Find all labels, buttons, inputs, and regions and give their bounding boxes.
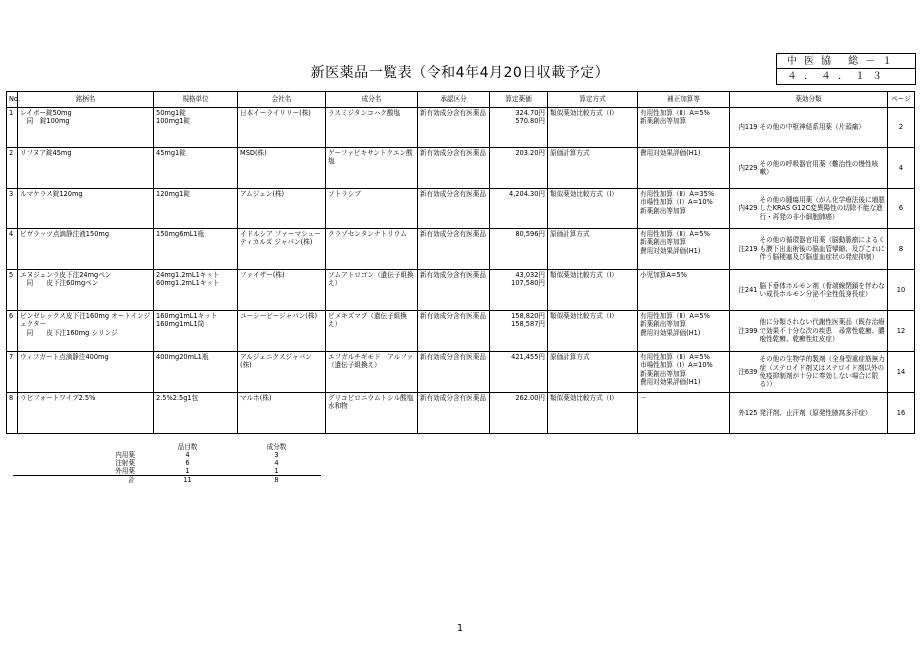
- efficacy-category: 発汗剤、止汗剤（原発性腋窩多汗症）: [758, 393, 888, 434]
- adjustment: [638, 189, 730, 229]
- row-no: 1: [7, 108, 18, 148]
- summary-label: 内用薬: [115, 451, 135, 459]
- summary-table: [13, 443, 321, 484]
- calculation-method: 原価計算方式: [548, 352, 638, 393]
- committee-reference-line2: ４．４．１３: [787, 71, 889, 82]
- row-no: 6: [7, 311, 18, 352]
- company-name: ユーシービージャパン(株): [238, 311, 326, 352]
- efficacy-category: その他の中枢神経系用薬（片頭痛）: [758, 108, 888, 148]
- adjustment: [638, 108, 730, 148]
- calculation-method: 類似薬効比較方式（Ⅰ）: [548, 311, 638, 352]
- brand-name-line: ラピフォートワイプ2.5%: [20, 394, 96, 402]
- adjustment-line: 有用性加算（Ⅱ）A=5%: [640, 230, 710, 238]
- efficacy-category: 脳下垂体ホルモン剤（骨端線閉鎖を伴わない成長ホルモン分泌不全性低身長症）: [758, 270, 888, 311]
- company-name: イドルシア ファーマシューティカルズ ジャパン(株): [238, 229, 326, 270]
- spec-unit-line: 120mg1錠: [156, 190, 190, 198]
- table-row: [7, 270, 915, 311]
- committee-reference-line1: 中医協 総－１: [777, 54, 915, 69]
- adjustment-line: 費用対効果評価(H1): [640, 328, 701, 337]
- header-ingredient: 成分名: [326, 92, 418, 108]
- calculated-price: [490, 148, 548, 189]
- adjustment: [638, 229, 730, 270]
- adjustment-line: 費用対効果評価(H1): [640, 378, 701, 387]
- reference-page: 12: [888, 311, 915, 352]
- efficacy-category: その他の腫瘍用薬（がん化学療法後に増悪したKRAS G12C変異陽性の切除不能な進行・再発の非小細胞肺癌）: [758, 189, 888, 229]
- summary-header-row: [13, 443, 321, 451]
- spec-unit-line: 100mg1錠: [156, 117, 190, 126]
- adjustment-line: 有用性加算（Ⅱ）A=35%: [640, 190, 715, 198]
- spec-unit-line: 160mg1mL1キット: [156, 312, 218, 320]
- approval-category: 新有効成分含有医薬品: [418, 148, 490, 189]
- calculated-price: [490, 229, 548, 270]
- company-name: MSD(株): [238, 148, 326, 189]
- summary-total-row: [13, 476, 321, 485]
- approval-category: 新有効成分含有医薬品: [418, 270, 490, 311]
- table-row: [7, 108, 915, 148]
- ingredient-name: ソムアトロゴン（遺伝子組換え）: [326, 270, 418, 311]
- committee-reference-box: [776, 53, 916, 85]
- approval-category: 新有効成分含有医薬品: [418, 229, 490, 270]
- adjustment-line: 新薬創出等加算: [640, 117, 687, 126]
- adjustment-line: 市場性加算（Ⅰ）A=10%: [640, 198, 713, 207]
- spec-unit: [154, 352, 238, 393]
- calculated-price-line: 421,455円: [511, 353, 545, 361]
- calculated-price-line: 262.00円: [515, 394, 545, 402]
- summary-label: 外用薬: [115, 467, 135, 475]
- summary-label: 計: [13, 476, 143, 485]
- spec-unit: [154, 189, 238, 229]
- row-no: 7: [7, 352, 18, 393]
- calculated-price-line: 43,032円: [515, 271, 545, 279]
- adjustment-line: 新薬創出等加算: [640, 369, 687, 378]
- ingredient-name: ゲーファピキサントクエン酸塩: [326, 148, 418, 189]
- summary-items: 4: [185, 451, 190, 459]
- brand-name: [18, 229, 154, 270]
- spec-unit-line: 160mg1mL1筒: [156, 320, 205, 329]
- summary-ingredients: 8: [232, 476, 321, 485]
- brand-name: [18, 393, 154, 434]
- brand-name-line: エヌジェンラ皮下注24mgペン: [20, 271, 112, 279]
- adjustment-line: 費用対効果評価(H1): [640, 149, 701, 157]
- adjustment-line: 小児加算A=5%: [640, 271, 687, 279]
- header-no: No.: [7, 92, 18, 108]
- spec-unit-line: 150mg6mL1瓶: [156, 230, 205, 238]
- adjustment-line: 有用性加算（Ⅱ）A=5%: [640, 312, 710, 320]
- approval-category: 新有効成分含有医薬品: [418, 393, 490, 434]
- reference-page: 6: [888, 189, 915, 229]
- spec-unit: [154, 148, 238, 189]
- page-number: 1: [456, 623, 464, 634]
- row-no: 3: [7, 189, 18, 229]
- adjustment-line: 新薬創出等加算: [640, 238, 687, 247]
- ingredient-name: ビメキズマブ（遺伝子組換え）: [326, 311, 418, 352]
- summary-row: [13, 459, 321, 467]
- spec-unit-line: 45mg1錠: [156, 149, 186, 157]
- summary-ingredients: 4: [274, 459, 279, 467]
- page-title: 新医薬品一覧表（令和4年4月20日収載予定）: [310, 65, 610, 81]
- summary-row: [13, 467, 321, 476]
- calculated-price-line: 324.70円: [515, 109, 545, 117]
- table-row: [7, 229, 915, 270]
- brand-name-line: 同 皮下注60mgペン: [20, 279, 99, 288]
- summary-items: 11: [143, 476, 232, 485]
- approval-category: 新有効成分含有医薬品: [418, 352, 490, 393]
- header-method: 算定方式: [548, 92, 638, 108]
- reference-page: 4: [888, 148, 915, 189]
- company-name: 日本イーライリリー(株): [238, 108, 326, 148]
- summary-row: [13, 451, 321, 459]
- header-company: 会社名: [238, 92, 326, 108]
- calculation-method: 類似薬効比較方式（Ⅰ）: [548, 270, 638, 311]
- table-row: [7, 189, 915, 229]
- spec-unit-line: 60mg1.2mL1キット: [156, 279, 220, 288]
- adjustment-line: 市場性加算（Ⅰ）A=10%: [640, 361, 713, 370]
- table-header-row: [7, 92, 915, 108]
- efficacy-code: 内429: [730, 189, 758, 229]
- calculation-method: 類似薬効比較方式（Ⅰ）: [548, 393, 638, 434]
- adjustment: [638, 148, 730, 189]
- brand-name: [18, 352, 154, 393]
- header-brand: 銘柄名: [18, 92, 154, 108]
- calculation-method: 原価計算方式: [548, 148, 638, 189]
- spec-unit-line: 2.5%2.5g1包: [156, 394, 199, 402]
- brand-name-line: ビンゼレックス皮下注160mg オートインジェクター: [20, 312, 151, 329]
- calculated-price-line: 203.20円: [515, 149, 545, 157]
- brand-name-line: ウィフガート点滴静注400mg: [20, 353, 109, 361]
- spec-unit-line: 400mg20mL1瓶: [156, 353, 209, 361]
- efficacy-code: 注399: [730, 311, 758, 352]
- approval-category: 新有効成分含有医薬品: [418, 311, 490, 352]
- calculation-method: 類似薬効比較方式（Ⅰ）: [548, 189, 638, 229]
- brand-name: [18, 311, 154, 352]
- summary-items: 6: [185, 459, 190, 467]
- summary-ingredients: 1: [274, 467, 279, 475]
- spec-unit: [154, 311, 238, 352]
- spec-unit: [154, 229, 238, 270]
- brand-name: [18, 189, 154, 229]
- spec-unit: [154, 108, 238, 148]
- adjustment: [638, 270, 730, 311]
- calculated-price-line: 80,596円: [515, 230, 545, 238]
- reference-page: 14: [888, 352, 915, 393]
- adjustment: [638, 393, 730, 434]
- calculated-price: [490, 393, 548, 434]
- brand-name-line: ルマケラス錠120mg: [20, 190, 83, 198]
- reference-page: 8: [888, 229, 915, 270]
- calculated-price-line: 158,587円: [511, 320, 545, 329]
- header-spec: 規格単位: [154, 92, 238, 108]
- row-no: 2: [7, 148, 18, 189]
- efficacy-category: その他の呼吸器官用薬（難治性の慢性咳嗽）: [758, 148, 888, 189]
- adjustment: [638, 311, 730, 352]
- ingredient-name: クラゾセンタンナトリウム: [326, 229, 418, 270]
- calculated-price: [490, 189, 548, 229]
- calculated-price-line: 570.80円: [515, 117, 545, 126]
- summary-label: 注射薬: [115, 459, 135, 467]
- ingredient-name: グリコピロニウムトシル酸塩水和物: [326, 393, 418, 434]
- spec-unit-line: 24mg1.2mL1キット: [156, 271, 220, 279]
- efficacy-code: 注241: [730, 270, 758, 311]
- header-page: ページ: [888, 92, 915, 108]
- adjustment-line: 有用性加算（Ⅱ）A=5%: [640, 353, 710, 361]
- adjustment-line: 有用性加算（Ⅱ）A=5%: [640, 109, 710, 117]
- header-approval: 承認区分: [418, 92, 490, 108]
- ingredient-name: エフガルチギモド アルファ（遺伝子組換え）: [326, 352, 418, 393]
- approval-category: 新有効成分含有医薬品: [418, 189, 490, 229]
- summary-header-items: 品目数: [177, 443, 198, 451]
- spec-unit-line: 50mg1錠: [156, 109, 186, 117]
- company-name: マルホ(株): [238, 393, 326, 434]
- calculated-price-line: 4,204.30円: [509, 190, 545, 198]
- company-name: ファイザー(株): [238, 270, 326, 311]
- header-price: 算定薬価: [490, 92, 548, 108]
- brand-name: [18, 148, 154, 189]
- table-row: [7, 352, 915, 393]
- efficacy-code: 注639: [730, 352, 758, 393]
- company-name: アルジェニクスジャパン(株): [238, 352, 326, 393]
- brand-name: [18, 270, 154, 311]
- efficacy-code: 注219: [730, 229, 758, 270]
- brand-name-line: 同 錠100mg: [20, 117, 70, 126]
- calculated-price: [490, 352, 548, 393]
- efficacy-category: 他に分類されない代謝性医薬品（既存治療で効果不十分な次の疾患 尋常性乾癬、膿疱性乾癬、乾癬性紅皮症）: [758, 311, 888, 352]
- reference-page: 16: [888, 393, 915, 434]
- brand-name: [18, 108, 154, 148]
- adjustment-line: 新薬創出等加算: [640, 320, 687, 329]
- reference-page: 10: [888, 270, 915, 311]
- calculated-price: [490, 108, 548, 148]
- ingredient-name: ソトラシブ: [326, 189, 418, 229]
- spec-unit: [154, 270, 238, 311]
- approval-category: 新有効成分含有医薬品: [418, 108, 490, 148]
- header-category: 薬効分類: [730, 92, 888, 108]
- efficacy-code: 内119: [730, 108, 758, 148]
- company-name: アムジェン(株): [238, 189, 326, 229]
- calculated-price-line: 158,820円: [511, 312, 545, 320]
- efficacy-category: その他の生物学的製剤（全身型重症筋無力症（ステロイド剤又はステロイド剤以外の免疫抑制剤が十分に奏効しない場合に限る））: [758, 352, 888, 393]
- brand-name-line: レイボー錠50mg: [20, 109, 72, 117]
- header-adjust: 補正加算等: [638, 92, 730, 108]
- ingredient-name: ラスミジタンコハク酸塩: [326, 108, 418, 148]
- calculated-price-line: 107,580円: [511, 279, 545, 288]
- calculation-method: 類似薬効比較方式（Ⅰ）: [548, 108, 638, 148]
- spec-unit: [154, 393, 238, 434]
- table-row: [7, 311, 915, 352]
- table-row: [7, 393, 915, 434]
- summary-ingredients: 3: [274, 451, 279, 459]
- calculated-price: [490, 311, 548, 352]
- drug-list-table: [6, 91, 915, 434]
- table-body: [7, 108, 915, 434]
- row-no: 4: [7, 229, 18, 270]
- efficacy-category: その他の循環器官用薬（脳動脈瘤によるくも膜下出血術後の脳血管攣縮、及びこれに伴う脳梗塞及び脳虚血症状の発症抑制）: [758, 229, 888, 270]
- reference-page: 2: [888, 108, 915, 148]
- summary-items: 1: [185, 467, 190, 475]
- adjustment-line: 新薬創出等加算: [640, 206, 687, 215]
- table-row: [7, 148, 915, 189]
- efficacy-code: 外125: [730, 393, 758, 434]
- row-no: 5: [7, 270, 18, 311]
- summary-header-ingredients: 成分数: [266, 443, 287, 451]
- row-no: 8: [7, 393, 18, 434]
- efficacy-code: 内229: [730, 148, 758, 189]
- adjustment: [638, 352, 730, 393]
- brand-name-line: 同 皮下注160mg シリンジ: [20, 328, 118, 337]
- adjustment-line: 費用対効果評価(H1): [640, 246, 701, 255]
- calculation-method: 原価計算方式: [548, 229, 638, 270]
- brand-name-line: ビヴラッツ点滴静注液150mg: [20, 230, 109, 238]
- adjustment-line: －: [640, 394, 647, 402]
- calculated-price: [490, 270, 548, 311]
- brand-name-line: リフヌア錠45mg: [20, 149, 72, 157]
